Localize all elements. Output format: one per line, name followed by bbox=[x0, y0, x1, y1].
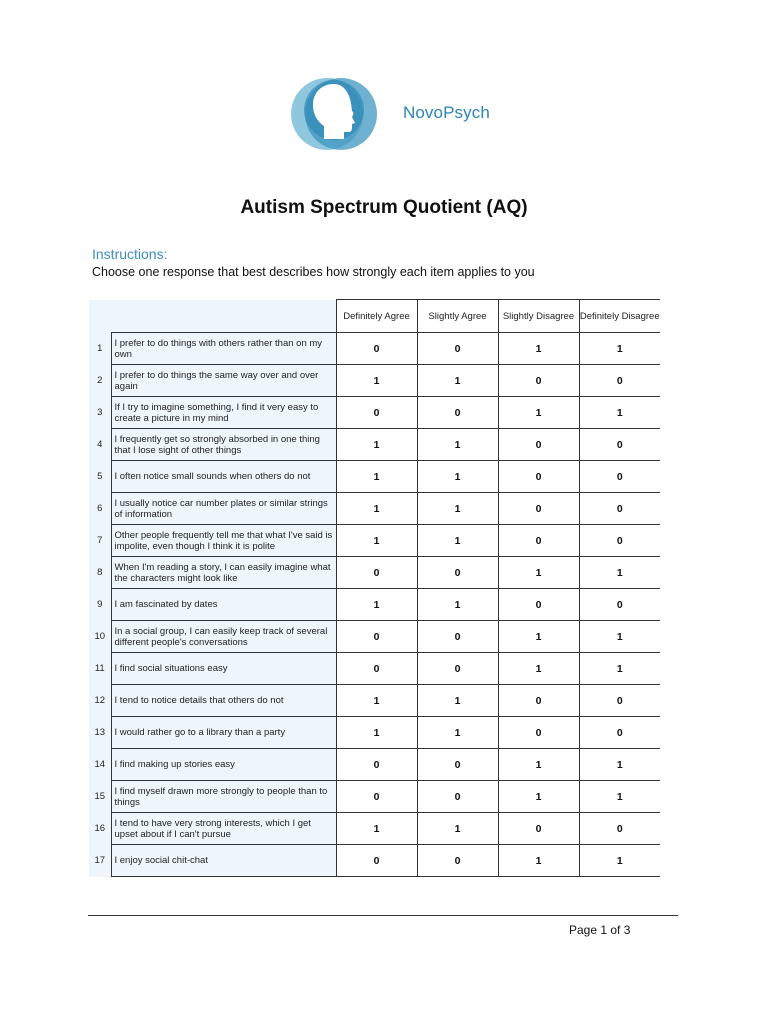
table-row bbox=[89, 813, 660, 845]
item-text: I am fascinated by dates bbox=[111, 589, 336, 621]
response-score-cell: 0 bbox=[579, 461, 660, 493]
instructions-text: Choose one response that best describes how strongly each item applies to you bbox=[92, 265, 535, 279]
response-score-cell: 0 bbox=[498, 429, 579, 461]
response-score-cell: 0 bbox=[498, 813, 579, 845]
response-score-cell: 0 bbox=[336, 397, 417, 429]
item-text: I prefer to do things the same way over and over again bbox=[111, 365, 336, 397]
table-row bbox=[89, 717, 660, 749]
response-score-cell: 1 bbox=[579, 749, 660, 781]
item-number: 12 bbox=[89, 685, 111, 717]
table-row bbox=[89, 685, 660, 717]
response-score-cell: 0 bbox=[417, 653, 498, 685]
response-score-cell: 0 bbox=[417, 621, 498, 653]
response-score-cell: 1 bbox=[336, 493, 417, 525]
response-score-cell: 1 bbox=[417, 365, 498, 397]
response-score-cell: 1 bbox=[579, 653, 660, 685]
item-text: Other people frequently tell me that what I've said is impolite, even though I think it is polite bbox=[111, 525, 336, 557]
table-row bbox=[89, 621, 660, 653]
document-title: Autism Spectrum Quotient (AQ) bbox=[240, 197, 528, 218]
response-score-cell: 1 bbox=[336, 461, 417, 493]
header-blank-num bbox=[89, 300, 111, 333]
item-number: 7 bbox=[89, 525, 111, 557]
response-score-cell: 1 bbox=[336, 813, 417, 845]
response-score-cell: 1 bbox=[498, 749, 579, 781]
response-score-cell: 0 bbox=[417, 749, 498, 781]
response-score-cell: 1 bbox=[579, 621, 660, 653]
novopsych-logo-icon bbox=[288, 68, 380, 160]
item-number: 2 bbox=[89, 365, 111, 397]
brand-name: NovoPsych bbox=[403, 103, 490, 122]
table-row bbox=[89, 493, 660, 525]
item-number: 15 bbox=[89, 781, 111, 813]
response-score-cell: 0 bbox=[579, 717, 660, 749]
response-score-cell: 0 bbox=[579, 493, 660, 525]
response-score-cell: 0 bbox=[336, 781, 417, 813]
response-score-cell: 1 bbox=[579, 333, 660, 365]
response-score-cell: 1 bbox=[579, 781, 660, 813]
response-score-cell: 0 bbox=[417, 557, 498, 589]
column-header: Definitely Agree bbox=[336, 300, 417, 333]
response-score-cell: 1 bbox=[498, 653, 579, 685]
item-number: 11 bbox=[89, 653, 111, 685]
response-score-cell: 0 bbox=[336, 621, 417, 653]
item-number: 8 bbox=[89, 557, 111, 589]
item-text: In a social group, I can easily keep track of several different people's conversations bbox=[111, 621, 336, 653]
table-row bbox=[89, 557, 660, 589]
item-number: 13 bbox=[89, 717, 111, 749]
response-score-cell: 1 bbox=[336, 685, 417, 717]
response-score-cell: 1 bbox=[336, 429, 417, 461]
item-number: 3 bbox=[89, 397, 111, 429]
response-score-cell: 0 bbox=[498, 717, 579, 749]
response-score-cell: 1 bbox=[498, 557, 579, 589]
item-number: 5 bbox=[89, 461, 111, 493]
item-text: I tend to notice details that others do not bbox=[111, 685, 336, 717]
response-score-cell: 1 bbox=[417, 429, 498, 461]
item-number: 9 bbox=[89, 589, 111, 621]
item-text: I find myself drawn more strongly to people than to things bbox=[111, 781, 336, 813]
table-header-row bbox=[89, 300, 660, 333]
item-text: I prefer to do things with others rather than on my own bbox=[111, 333, 336, 365]
response-score-cell: 1 bbox=[336, 717, 417, 749]
response-score-cell: 0 bbox=[579, 525, 660, 557]
table-row bbox=[89, 333, 660, 365]
item-number: 6 bbox=[89, 493, 111, 525]
item-number: 14 bbox=[89, 749, 111, 781]
response-score-cell: 0 bbox=[417, 845, 498, 877]
response-score-cell: 0 bbox=[417, 397, 498, 429]
response-score-cell: 0 bbox=[498, 365, 579, 397]
item-number: 17 bbox=[89, 845, 111, 877]
response-score-cell: 0 bbox=[498, 589, 579, 621]
item-text: I frequently get so strongly absorbed in one thing that I lose sight of other things bbox=[111, 429, 336, 461]
response-score-cell: 0 bbox=[336, 749, 417, 781]
aq-item-table bbox=[89, 299, 660, 877]
table-row bbox=[89, 525, 660, 557]
response-score-cell: 1 bbox=[417, 685, 498, 717]
item-text: I would rather go to a library than a party bbox=[111, 717, 336, 749]
aq-table-container bbox=[89, 299, 660, 877]
response-score-cell: 0 bbox=[579, 429, 660, 461]
item-number: 16 bbox=[89, 813, 111, 845]
response-score-cell: 0 bbox=[498, 461, 579, 493]
response-score-cell: 1 bbox=[579, 845, 660, 877]
response-score-cell: 1 bbox=[498, 397, 579, 429]
table-row bbox=[89, 781, 660, 813]
item-number: 4 bbox=[89, 429, 111, 461]
item-text: I find making up stories easy bbox=[111, 749, 336, 781]
item-text: I usually notice car number plates or similar strings of information bbox=[111, 493, 336, 525]
response-score-cell: 0 bbox=[336, 557, 417, 589]
response-score-cell: 1 bbox=[579, 397, 660, 429]
page-number: Page 1 of 3 bbox=[569, 923, 631, 937]
table-row bbox=[89, 397, 660, 429]
response-score-cell: 1 bbox=[336, 589, 417, 621]
column-header: Definitely Disagree bbox=[579, 300, 660, 333]
response-score-cell: 1 bbox=[498, 781, 579, 813]
header-blank-item bbox=[111, 300, 336, 333]
column-header: Slightly Disagree bbox=[498, 300, 579, 333]
response-score-cell: 0 bbox=[336, 653, 417, 685]
item-text: If I try to imagine something, I find it very easy to create a picture in my mind bbox=[111, 397, 336, 429]
table-row bbox=[89, 365, 660, 397]
table-row bbox=[89, 845, 660, 877]
response-score-cell: 1 bbox=[417, 493, 498, 525]
response-score-cell: 0 bbox=[579, 685, 660, 717]
response-score-cell: 0 bbox=[579, 813, 660, 845]
response-score-cell: 0 bbox=[498, 525, 579, 557]
response-score-cell: 0 bbox=[417, 333, 498, 365]
table-row bbox=[89, 653, 660, 685]
footer-divider bbox=[88, 915, 678, 916]
response-score-cell: 1 bbox=[417, 717, 498, 749]
response-score-cell: 0 bbox=[336, 845, 417, 877]
response-score-cell: 1 bbox=[498, 621, 579, 653]
response-score-cell: 1 bbox=[336, 365, 417, 397]
table-row bbox=[89, 589, 660, 621]
response-score-cell: 1 bbox=[498, 333, 579, 365]
instructions-heading: Instructions: bbox=[92, 246, 168, 262]
table-row bbox=[89, 749, 660, 781]
response-score-cell: 0 bbox=[498, 493, 579, 525]
response-score-cell: 0 bbox=[417, 781, 498, 813]
item-text: I find social situations easy bbox=[111, 653, 336, 685]
response-score-cell: 1 bbox=[336, 525, 417, 557]
item-text: I tend to have very strong interests, which I get upset about if I can't pursue bbox=[111, 813, 336, 845]
response-score-cell: 1 bbox=[498, 845, 579, 877]
response-score-cell: 0 bbox=[579, 365, 660, 397]
item-number: 10 bbox=[89, 621, 111, 653]
table-body bbox=[89, 333, 660, 877]
table-row bbox=[89, 429, 660, 461]
item-text: I often notice small sounds when others do not bbox=[111, 461, 336, 493]
response-score-cell: 1 bbox=[417, 813, 498, 845]
response-score-cell: 1 bbox=[417, 589, 498, 621]
response-score-cell: 1 bbox=[579, 557, 660, 589]
table-row bbox=[89, 461, 660, 493]
response-score-cell: 0 bbox=[498, 685, 579, 717]
response-score-cell: 1 bbox=[417, 461, 498, 493]
column-header: Slightly Agree bbox=[417, 300, 498, 333]
item-number: 1 bbox=[89, 333, 111, 365]
item-text: When I'm reading a story, I can easily imagine what the characters might look like bbox=[111, 557, 336, 589]
response-score-cell: 0 bbox=[336, 333, 417, 365]
response-score-cell: 0 bbox=[579, 589, 660, 621]
item-text: I enjoy social chit-chat bbox=[111, 845, 336, 877]
response-score-cell: 1 bbox=[417, 525, 498, 557]
